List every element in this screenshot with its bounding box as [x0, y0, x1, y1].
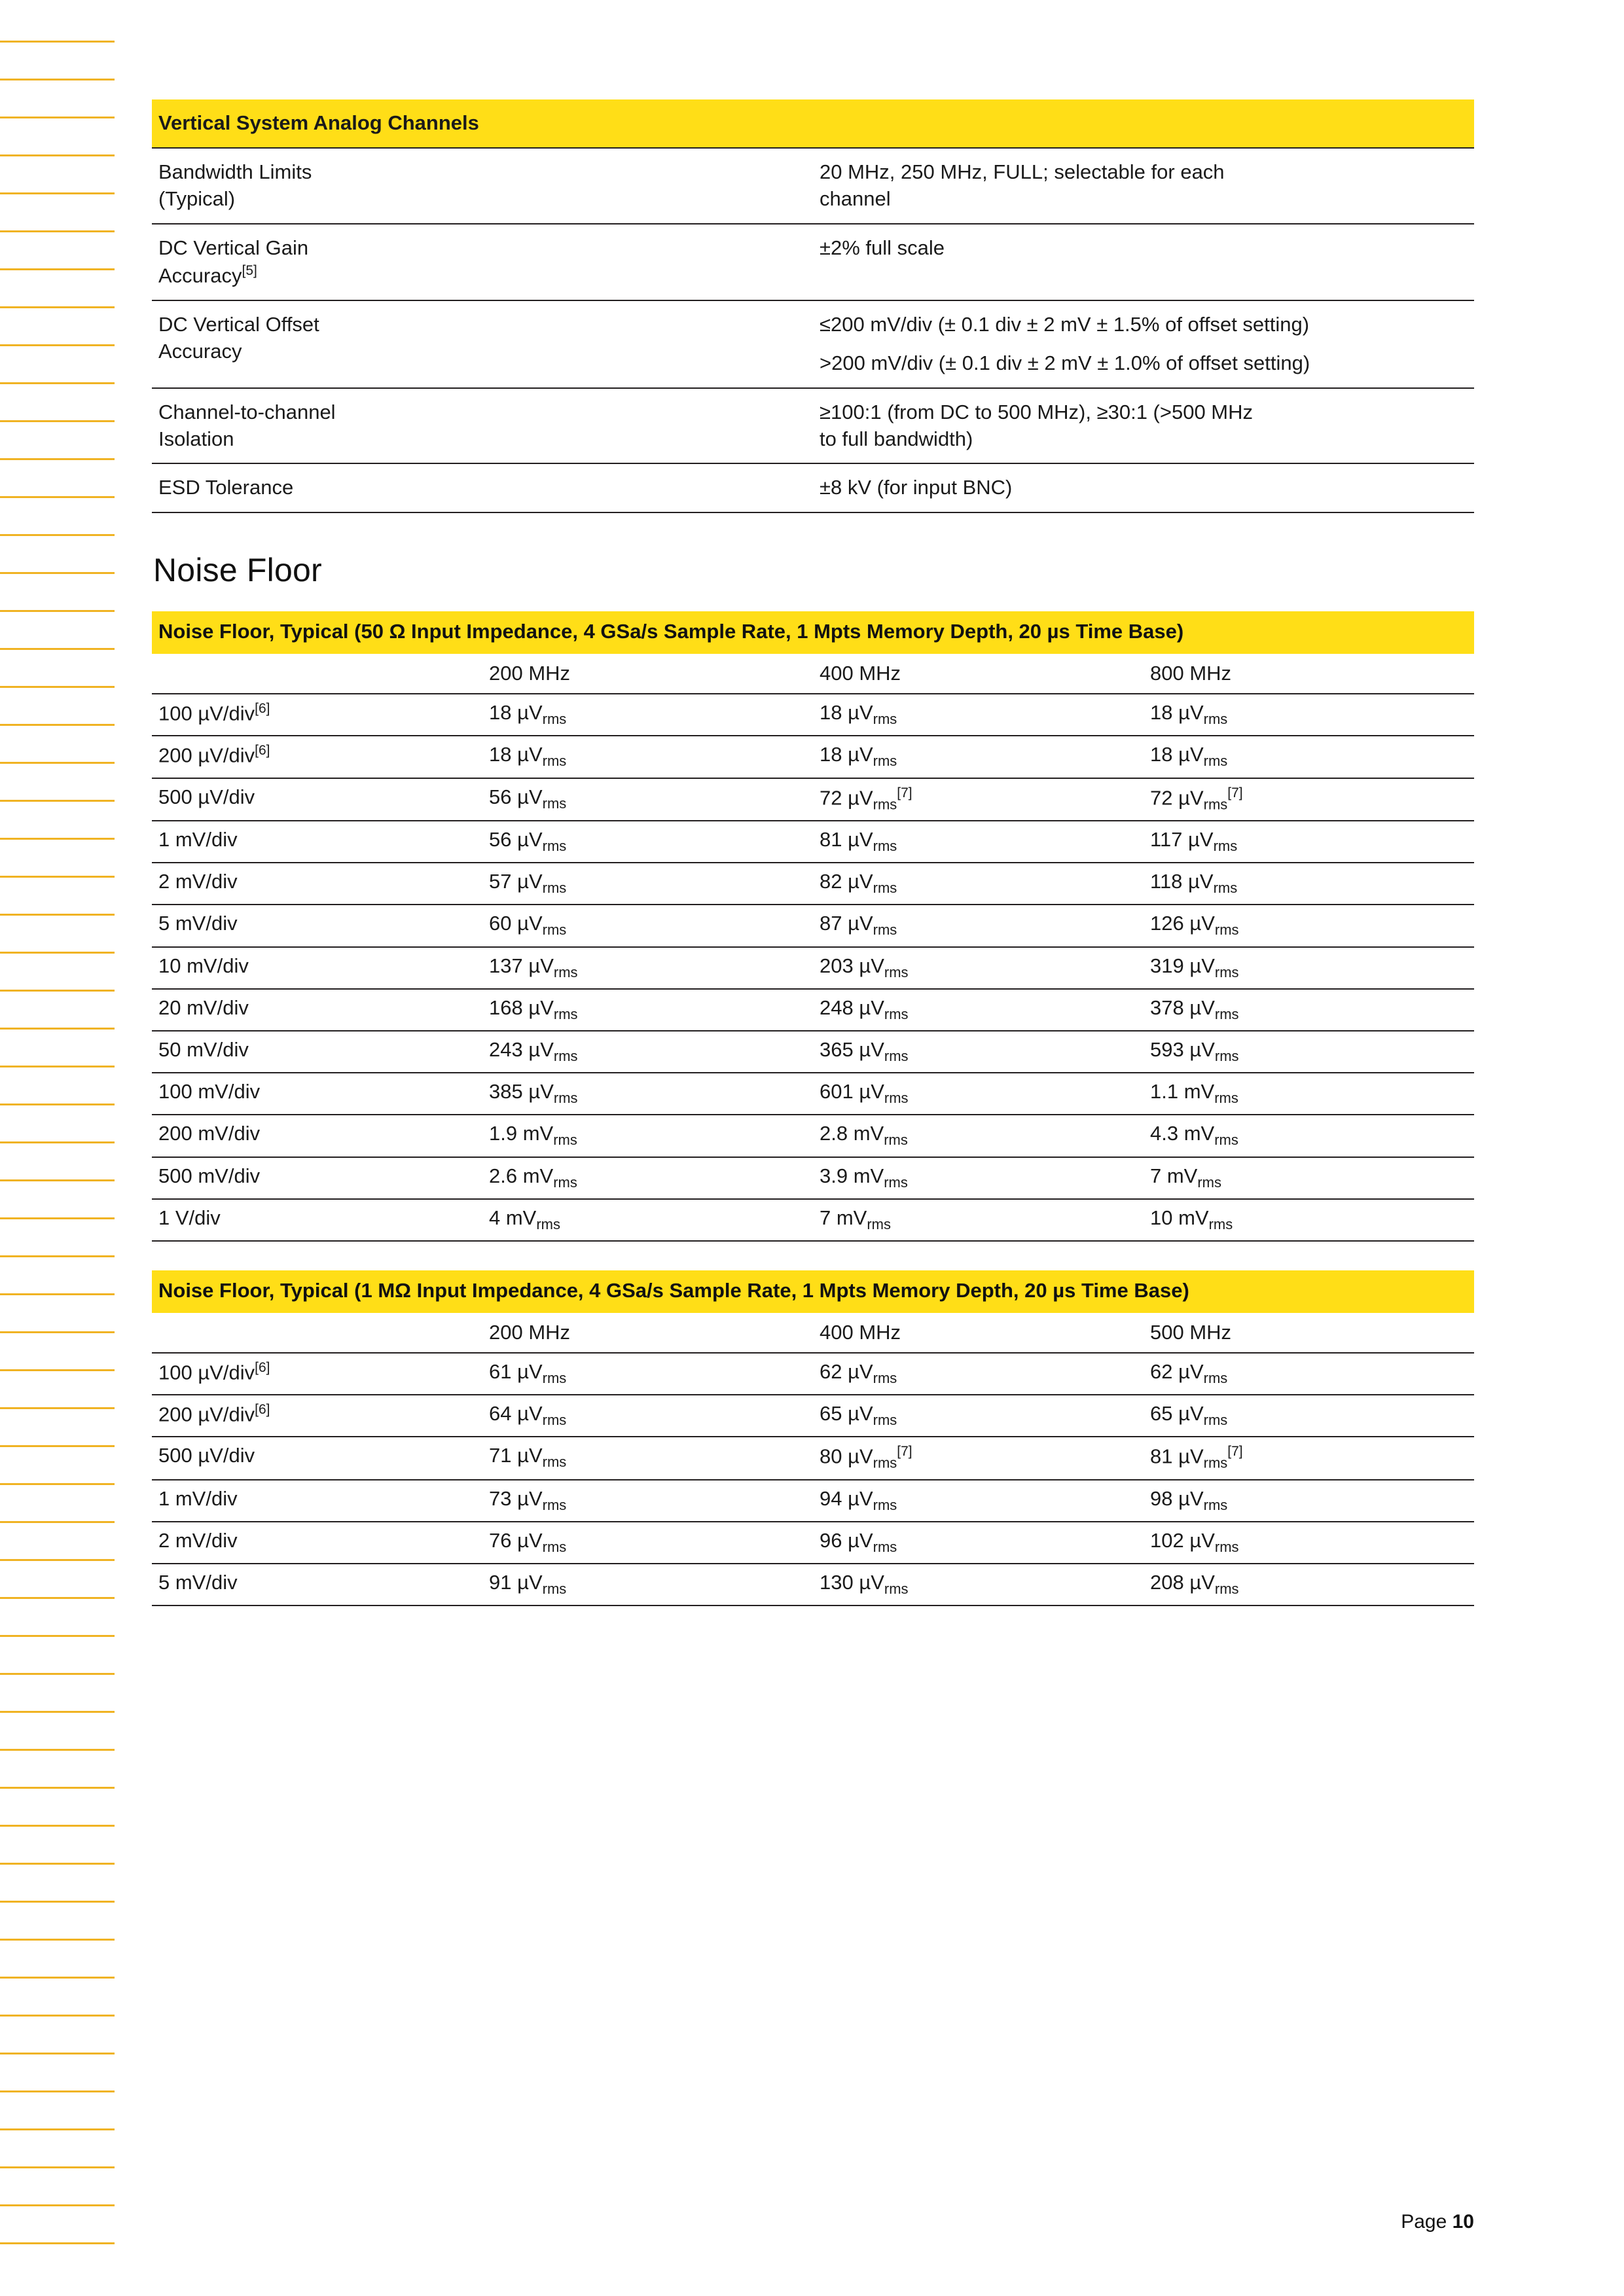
- cell-freq2: 18 µV$_{rms}$: [813, 694, 1144, 736]
- table-row: [152, 1480, 1474, 1522]
- spec-label-line1: Channel-to-channel: [158, 400, 336, 423]
- cell-freq3: 378 µV$_{rms}$: [1144, 989, 1474, 1031]
- footnote-marker: [6]: [255, 1359, 270, 1375]
- table-row: [152, 778, 1474, 821]
- column-header-freq3: 500 MHz: [1144, 1313, 1474, 1353]
- rms-subscript: rms: [884, 1005, 909, 1022]
- margin-rule: [0, 1825, 115, 1827]
- footnote-marker: [6]: [255, 743, 270, 759]
- rms-subscript: rms: [1203, 796, 1228, 813]
- margin-rule: [0, 154, 115, 156]
- table-row: [152, 1199, 1474, 1241]
- table-row: [152, 1115, 1474, 1157]
- margin-rule: [0, 838, 115, 840]
- cell-freq3: 72 µV$_{rms}$[7]: [1144, 778, 1474, 821]
- cell-freq3: 81 µV$_{rms}$[7]: [1144, 1437, 1474, 1480]
- margin-rule: [0, 610, 115, 612]
- cell-freq2: 81 µV$_{rms}$: [813, 821, 1144, 863]
- cell-freq2: 601 µV$_{rms}$: [813, 1073, 1144, 1115]
- cell-freq1: 56 µV$_{rms}$: [482, 821, 813, 863]
- rms-subscript: rms: [873, 1496, 897, 1513]
- footnote-marker: [7]: [897, 1444, 912, 1460]
- margin-rule: [0, 876, 115, 878]
- spec-label-line2: Accuracy: [158, 339, 242, 363]
- spec-value-line1: ≥100:1 (from DC to 500 MHz), ≥30:1 (>500 MHz: [820, 400, 1254, 423]
- margin-rule: [0, 1179, 115, 1181]
- cell-freq2: 130 µV$_{rms}$: [813, 1564, 1144, 1605]
- rms-subscript: rms: [1208, 1215, 1233, 1232]
- margin-rule: [0, 230, 115, 232]
- table-row: [152, 1522, 1474, 1564]
- cell-freq1: 64 µV$_{rms}$: [482, 1395, 813, 1437]
- margin-rule: [0, 344, 115, 346]
- rms-subscript: rms: [542, 1412, 567, 1429]
- cell-freq3: 18 µV$_{rms}$: [1144, 736, 1474, 778]
- cell-scale: 100 µV/div[6]: [152, 694, 482, 736]
- cell-freq3: 18 µV$_{rms}$: [1144, 694, 1474, 736]
- rms-subscript: rms: [1203, 711, 1228, 728]
- cell-scale: 200 µV/div[6]: [152, 736, 482, 778]
- cell-freq1: 57 µV$_{rms}$: [482, 863, 813, 905]
- cell-freq1: 61 µV$_{rms}$: [482, 1353, 813, 1395]
- table-row: [152, 1031, 1474, 1073]
- cell-freq1: 4 $mV_{rms}$: [482, 1199, 813, 1241]
- rms-subscript: rms: [1213, 838, 1238, 855]
- margin-rule: [0, 2053, 115, 2054]
- column-header-freq1: 200 MHz: [482, 1313, 813, 1353]
- margin-rule: [0, 1977, 115, 1979]
- rms-subscript: rms: [873, 880, 897, 897]
- spec-value: [813, 388, 1474, 464]
- spec-label: [152, 300, 813, 388]
- cell-freq2: 248 µV$_{rms}$: [813, 989, 1144, 1031]
- column-header-freq1: 200 MHz: [482, 654, 813, 694]
- spec-value: [813, 463, 1474, 512]
- rms-subscript: rms: [553, 1048, 578, 1065]
- rms-subscript: rms: [1197, 1174, 1222, 1191]
- rms-subscript: rms: [884, 1174, 908, 1191]
- margin-rule: [0, 2128, 115, 2130]
- cell-scale: 20 mV/div: [152, 989, 482, 1031]
- rms-subscript: rms: [873, 1369, 897, 1386]
- cell-scale: 1 mV/div: [152, 1480, 482, 1522]
- cell-freq3: 7 $mV_{rms}$: [1144, 1157, 1474, 1199]
- cell-freq2: 203 µV$_{rms}$: [813, 947, 1144, 989]
- noise-50ohm-header: Noise Floor, Typical (50 Ω Input Impedance, 4 GSa/s Sample Rate, 1 Mpts Memory Depth, 20 µs Time Base): [152, 611, 1474, 654]
- cell-freq3: 117 µV$_{rms}$: [1144, 821, 1474, 863]
- table-row: [152, 863, 1474, 905]
- rms-subscript: rms: [1203, 1454, 1228, 1471]
- cell-freq1: 2.6 $mV_{rms}$: [482, 1157, 813, 1199]
- rms-subscript: rms: [873, 796, 897, 813]
- cell-freq3: 102 µV$_{rms}$: [1144, 1522, 1474, 1564]
- margin-rule: [0, 952, 115, 954]
- rms-subscript: rms: [1203, 753, 1228, 770]
- margin-rule: [0, 1255, 115, 1257]
- table-row: [152, 1157, 1474, 1199]
- rms-subscript: rms: [542, 1369, 567, 1386]
- table-row: [152, 148, 1474, 224]
- page-footer: [1401, 2211, 1474, 2233]
- margin-rule: [0, 1521, 115, 1523]
- cell-scale: 2 mV/div: [152, 1522, 482, 1564]
- rms-subscript: rms: [884, 1132, 908, 1149]
- noise-1mohm-header: Noise Floor, Typical (1 MΩ Input Impedance, 4 GSa/s Sample Rate, 1 Mpts Memory Depth, 20 µs Time Base): [152, 1270, 1474, 1313]
- decorative-margin-rules: [0, 0, 124, 2296]
- cell-freq2: 65 µV$_{rms}$: [813, 1395, 1144, 1437]
- margin-rule: [0, 990, 115, 992]
- margin-rule: [0, 1141, 115, 1143]
- margin-rule: [0, 192, 115, 194]
- rms-subscript: rms: [542, 795, 567, 812]
- margin-rule: [0, 1635, 115, 1637]
- footer-page-number: 10: [1452, 2211, 1474, 2233]
- cell-freq3: 126 µV$_{rms}$: [1144, 905, 1474, 946]
- footnote-marker: [6]: [255, 1401, 270, 1417]
- cell-freq2: 365 µV$_{rms}$: [813, 1031, 1144, 1073]
- spec-label-line1: DC Vertical Offset: [158, 312, 319, 336]
- table-row: [152, 1437, 1474, 1480]
- cell-freq3: 593 µV$_{rms}$: [1144, 1031, 1474, 1073]
- rms-subscript: rms: [542, 753, 567, 770]
- column-header-freq3: 800 MHz: [1144, 654, 1474, 694]
- rms-subscript: rms: [542, 1454, 567, 1471]
- page-title: Noise Floor: [153, 552, 322, 589]
- footnote-marker: [5]: [242, 262, 257, 278]
- cell-freq1: 18 µV$_{rms}$: [482, 694, 813, 736]
- vertical-system-header: Vertical System Analog Channels: [152, 99, 1474, 148]
- column-header-freq2: 400 MHz: [813, 1313, 1144, 1353]
- cell-freq2: 3.9 $mV_{rms}$: [813, 1157, 1144, 1199]
- margin-rule: [0, 1066, 115, 1067]
- margin-rule: [0, 1483, 115, 1485]
- cell-freq2: 18 µV$_{rms}$: [813, 736, 1144, 778]
- rms-subscript: rms: [536, 1215, 561, 1232]
- rms-subscript: rms: [884, 963, 909, 980]
- rms-subscript: rms: [873, 1412, 897, 1429]
- margin-rule: [0, 1293, 115, 1295]
- rms-subscript: rms: [873, 922, 897, 939]
- rms-subscript: rms: [867, 1215, 892, 1232]
- margin-rule: [0, 914, 115, 916]
- cell-freq1: 60 µV$_{rms}$: [482, 905, 813, 946]
- spec-label: [152, 224, 813, 300]
- rms-subscript: rms: [542, 1496, 567, 1513]
- margin-rule: [0, 420, 115, 422]
- rms-subscript: rms: [873, 711, 897, 728]
- rms-subscript: rms: [1203, 1369, 1228, 1386]
- cell-freq3: 65 µV$_{rms}$: [1144, 1395, 1474, 1437]
- rms-subscript: rms: [1214, 922, 1239, 939]
- rms-subscript: rms: [553, 1174, 577, 1191]
- cell-freq1: 71 µV$_{rms}$: [482, 1437, 813, 1480]
- margin-rule: [0, 268, 115, 270]
- rms-subscript: rms: [553, 1090, 578, 1107]
- spec-label-line1: ESD Tolerance: [158, 476, 294, 499]
- rms-subscript: rms: [1213, 880, 1238, 897]
- cell-freq1: 56 µV$_{rms}$: [482, 778, 813, 821]
- spec-value-line1: ≤200 mV/div (± 0.1 div ± 2 mV ± 1.5% of offset setting): [820, 312, 1310, 336]
- cell-scale: 5 mV/div: [152, 905, 482, 946]
- margin-rule: [0, 1028, 115, 1030]
- margin-rule: [0, 1939, 115, 1941]
- margin-rule: [0, 1217, 115, 1219]
- cell-scale: 10 mV/div: [152, 947, 482, 989]
- rms-subscript: rms: [1214, 1048, 1239, 1065]
- cell-freq1: 18 µV$_{rms}$: [482, 736, 813, 778]
- rms-subscript: rms: [884, 1090, 909, 1107]
- cell-freq3: 1.1 $mV_{rms}$: [1144, 1073, 1474, 1115]
- footnote-marker: [7]: [1227, 1444, 1243, 1460]
- margin-rule: [0, 1331, 115, 1333]
- cell-freq2: 80 µV$_{rms}$[7]: [813, 1437, 1144, 1480]
- margin-rule: [0, 686, 115, 688]
- margin-rule: [0, 1407, 115, 1409]
- rms-subscript: rms: [884, 1581, 909, 1598]
- margin-rule: [0, 648, 115, 650]
- margin-rule: [0, 1369, 115, 1371]
- cell-freq3: 10 $mV_{rms}$: [1144, 1199, 1474, 1241]
- table-row: [152, 947, 1474, 989]
- rms-subscript: rms: [542, 838, 567, 855]
- margin-rule: [0, 1597, 115, 1599]
- cell-freq2: 82 µV$_{rms}$: [813, 863, 1144, 905]
- cell-freq1: 137 µV$_{rms}$: [482, 947, 813, 989]
- rms-subscript: rms: [1203, 1412, 1228, 1429]
- margin-rule: [0, 382, 115, 384]
- cell-scale: 2 mV/div: [152, 863, 482, 905]
- cell-scale: 200 µV/div[6]: [152, 1395, 482, 1437]
- spec-value: [813, 148, 1474, 224]
- spec-value: [813, 300, 1474, 388]
- margin-rule: [0, 2090, 115, 2092]
- cell-scale: 50 mV/div: [152, 1031, 482, 1073]
- spec-value: [813, 224, 1474, 300]
- rms-subscript: rms: [542, 922, 567, 939]
- table-row: [152, 463, 1474, 512]
- rms-subscript: rms: [873, 838, 897, 855]
- cell-freq1: 1.9 $mV_{rms}$: [482, 1115, 813, 1157]
- footnote-marker: [6]: [255, 701, 270, 717]
- cell-freq2: 87 µV$_{rms}$: [813, 905, 1144, 946]
- table-column-headers: [152, 654, 1474, 694]
- margin-rule: [0, 1901, 115, 1903]
- rms-subscript: rms: [542, 711, 567, 728]
- margin-rule: [0, 2015, 115, 2017]
- table-row: [152, 224, 1474, 300]
- margin-rule: [0, 572, 115, 574]
- table-row: [152, 989, 1474, 1031]
- footnote-marker: [7]: [897, 785, 912, 800]
- rms-subscript: rms: [553, 1005, 578, 1022]
- margin-rule: [0, 1559, 115, 1561]
- cell-freq1: 91 µV$_{rms}$: [482, 1564, 813, 1605]
- table-header-band: [152, 99, 1474, 148]
- spec-label-line2: (Typical): [158, 187, 236, 210]
- page-content: [152, 0, 1474, 2296]
- table-row: [152, 694, 1474, 736]
- vertical-system-table: [152, 99, 1474, 513]
- spec-label-line2: Accuracy[5]: [158, 262, 257, 287]
- column-header-freq2: 400 MHz: [813, 654, 1144, 694]
- spec-label: [152, 148, 813, 224]
- rms-subscript: rms: [873, 1538, 897, 1555]
- column-header-scale: [152, 1313, 482, 1353]
- margin-rule: [0, 2204, 115, 2206]
- cell-scale: 500 µV/div: [152, 778, 482, 821]
- cell-freq1: 385 µV$_{rms}$: [482, 1073, 813, 1115]
- table-header-band: [152, 1270, 1474, 1313]
- margin-rule: [0, 2166, 115, 2168]
- cell-scale: 100 mV/div: [152, 1073, 482, 1115]
- rms-subscript: rms: [1214, 1005, 1239, 1022]
- margin-rule: [0, 1787, 115, 1789]
- margin-rule: [0, 1749, 115, 1751]
- margin-rule: [0, 1103, 115, 1105]
- margin-rule: [0, 117, 115, 118]
- cell-freq3: 319 µV$_{rms}$: [1144, 947, 1474, 989]
- table-header-band: [152, 611, 1474, 654]
- margin-rule: [0, 1445, 115, 1447]
- cell-freq2: 72 µV$_{rms}$[7]: [813, 778, 1144, 821]
- margin-rule: [0, 79, 115, 81]
- cell-freq2: 96 µV$_{rms}$: [813, 1522, 1144, 1564]
- cell-freq2: 2.8 $mV_{rms}$: [813, 1115, 1144, 1157]
- spec-label: [152, 388, 813, 464]
- table-row: [152, 905, 1474, 946]
- rms-subscript: rms: [873, 753, 897, 770]
- cell-scale: 500 µV/div: [152, 1437, 482, 1480]
- rms-subscript: rms: [873, 1454, 897, 1471]
- footnote-marker: [7]: [1227, 785, 1243, 800]
- cell-scale: 100 µV/div[6]: [152, 1353, 482, 1395]
- margin-rule: [0, 1673, 115, 1675]
- table-row: [152, 821, 1474, 863]
- rms-subscript: rms: [1214, 1581, 1239, 1598]
- rms-subscript: rms: [553, 1132, 577, 1149]
- footer-label: Page: [1401, 2211, 1447, 2233]
- cell-freq3: 4.3 $mV_{rms}$: [1144, 1115, 1474, 1157]
- margin-rule: [0, 1863, 115, 1865]
- spec-value-line2: >200 mV/div (± 0.1 div ± 2 mV ± 1.0% of offset setting): [820, 351, 1310, 374]
- table-row: [152, 388, 1474, 464]
- rms-subscript: rms: [884, 1048, 909, 1065]
- cell-freq1: 73 µV$_{rms}$: [482, 1480, 813, 1522]
- cell-freq1: 243 µV$_{rms}$: [482, 1031, 813, 1073]
- rms-subscript: rms: [553, 963, 578, 980]
- cell-scale: 200 mV/div: [152, 1115, 482, 1157]
- spec-value-line1: 20 MHz, 250 MHz, FULL; selectable for each: [820, 160, 1225, 183]
- margin-rule: [0, 800, 115, 802]
- cell-freq3: 98 µV$_{rms}$: [1144, 1480, 1474, 1522]
- cell-scale: 1 V/div: [152, 1199, 482, 1241]
- spec-label-line1: DC Vertical Gain: [158, 236, 309, 259]
- cell-freq2: 94 µV$_{rms}$: [813, 1480, 1144, 1522]
- spec-label-line2: Isolation: [158, 427, 234, 450]
- noise-floor-1mohm-table: [152, 1270, 1474, 1606]
- cell-freq1: 76 µV$_{rms}$: [482, 1522, 813, 1564]
- margin-rule: [0, 2242, 115, 2244]
- cell-freq2: 7 $mV_{rms}$: [813, 1199, 1144, 1241]
- rms-subscript: rms: [542, 1538, 567, 1555]
- cell-freq3: 208 µV$_{rms}$: [1144, 1564, 1474, 1605]
- rms-subscript: rms: [1203, 1496, 1228, 1513]
- cell-freq3: 62 µV$_{rms}$: [1144, 1353, 1474, 1395]
- spec-label-line1: Bandwidth Limits: [158, 160, 312, 183]
- margin-rule: [0, 534, 115, 536]
- table-column-headers: [152, 1313, 1474, 1353]
- cell-scale: 500 mV/div: [152, 1157, 482, 1199]
- rms-subscript: rms: [542, 880, 567, 897]
- table-spacer: [152, 1242, 1474, 1270]
- margin-rule: [0, 762, 115, 764]
- spec-value-line1: ±2% full scale: [820, 236, 945, 259]
- margin-rule: [0, 306, 115, 308]
- rms-subscript: rms: [1214, 1132, 1238, 1149]
- margin-rule: [0, 724, 115, 726]
- margin-rule: [0, 1711, 115, 1713]
- cell-freq1: 168 µV$_{rms}$: [482, 989, 813, 1031]
- table-row: [152, 1395, 1474, 1437]
- cell-freq2: 62 µV$_{rms}$: [813, 1353, 1144, 1395]
- table-row: [152, 1564, 1474, 1605]
- rms-subscript: rms: [1214, 1538, 1239, 1555]
- table-row: [152, 736, 1474, 778]
- column-header-scale: [152, 654, 482, 694]
- rms-subscript: rms: [542, 1581, 567, 1598]
- rms-subscript: rms: [1214, 1090, 1238, 1107]
- table-row: [152, 300, 1474, 388]
- margin-rule: [0, 458, 115, 460]
- spec-value-line2: to full bandwidth): [820, 427, 973, 450]
- spec-value-line1: ±8 kV (for input BNC): [820, 476, 1013, 499]
- cell-scale: 1 mV/div: [152, 821, 482, 863]
- spec-label: [152, 463, 813, 512]
- table-row: [152, 1073, 1474, 1115]
- margin-rule: [0, 41, 115, 43]
- margin-rule: [0, 496, 115, 498]
- noise-floor-50ohm-table: [152, 611, 1474, 1242]
- rms-subscript: rms: [1214, 963, 1239, 980]
- cell-scale: 5 mV/div: [152, 1564, 482, 1605]
- spec-value-line2: channel: [820, 187, 891, 210]
- cell-freq3: 118 µV$_{rms}$: [1144, 863, 1474, 905]
- table-row: [152, 1353, 1474, 1395]
